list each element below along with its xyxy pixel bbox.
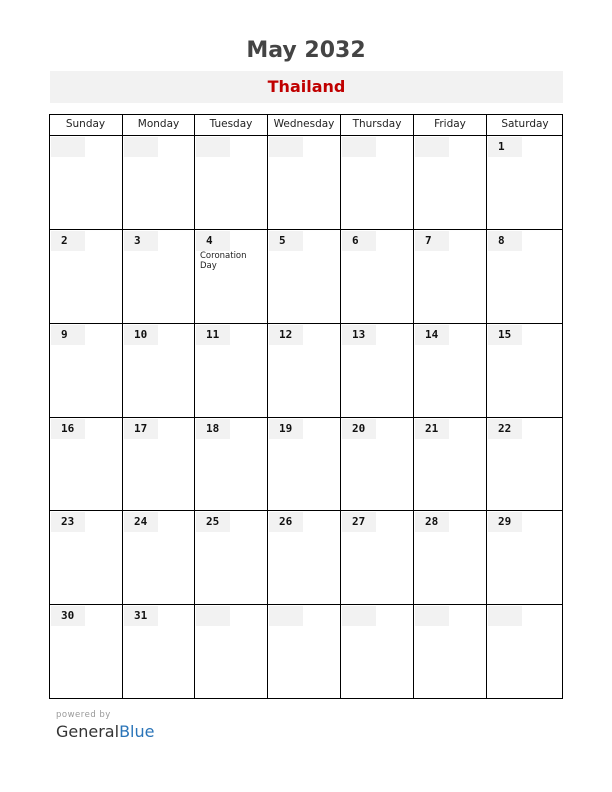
day-number: 8 xyxy=(488,231,522,251)
day-number: 29 xyxy=(488,512,522,532)
day-number: 4 xyxy=(196,231,230,251)
day-cell-14 xyxy=(413,323,486,417)
day-number: 17 xyxy=(124,419,158,439)
day-number: 7 xyxy=(415,231,449,251)
empty-day-cell xyxy=(122,135,194,229)
day-cell-30 xyxy=(49,604,122,699)
day-number: 28 xyxy=(415,512,449,532)
day-number: 6 xyxy=(342,231,376,251)
page-title: May 2032 xyxy=(246,38,366,63)
weekday-wednesday: Wednesday xyxy=(267,114,340,135)
holiday-label: Coronation Day xyxy=(200,251,247,271)
day-cell-23 xyxy=(49,510,122,604)
day-cell-18 xyxy=(194,417,267,510)
day-number: 16 xyxy=(51,419,85,439)
calendar-grid xyxy=(49,114,563,699)
weekday-sunday: Sunday xyxy=(65,118,106,130)
day-number: 12 xyxy=(269,325,303,345)
day-number: 13 xyxy=(342,325,376,345)
day-number: 3 xyxy=(124,231,158,251)
day-cell-21 xyxy=(413,417,486,510)
day-cell-3 xyxy=(122,229,194,323)
day-cell-16 xyxy=(49,417,122,510)
day-number: 25 xyxy=(196,512,230,532)
day-cell-17 xyxy=(122,417,194,510)
day-number xyxy=(342,606,376,626)
day-number: 27 xyxy=(342,512,376,532)
day-cell-26 xyxy=(267,510,340,604)
weekday-thursday: Thursday xyxy=(340,114,413,135)
day-number xyxy=(415,137,449,157)
brand-name-part2: Blue xyxy=(119,722,155,741)
day-number: 10 xyxy=(124,325,158,345)
day-number: 22 xyxy=(488,419,522,439)
empty-day-cell xyxy=(194,604,267,699)
day-number xyxy=(269,606,303,626)
day-number: 19 xyxy=(269,419,303,439)
empty-day-cell xyxy=(413,135,486,229)
day-cell-9 xyxy=(49,323,122,417)
brand-logo xyxy=(56,722,154,741)
empty-day-cell xyxy=(413,604,486,699)
day-number xyxy=(196,606,230,626)
day-cell-22 xyxy=(486,417,563,510)
day-number: 2 xyxy=(51,231,85,251)
empty-day-cell xyxy=(267,604,340,699)
day-cell-11 xyxy=(194,323,267,417)
empty-day-cell xyxy=(340,604,413,699)
day-number: 26 xyxy=(269,512,303,532)
day-number: 24 xyxy=(124,512,158,532)
day-number: 30 xyxy=(51,606,85,626)
day-cell-7 xyxy=(413,229,486,323)
day-number: 5 xyxy=(269,231,303,251)
day-cell-5 xyxy=(267,229,340,323)
day-number xyxy=(488,606,522,626)
weekday-friday: Friday xyxy=(413,114,486,135)
weekday-monday: Monday xyxy=(122,114,194,135)
day-number xyxy=(124,137,158,157)
day-number: 14 xyxy=(415,325,449,345)
empty-day-cell xyxy=(340,135,413,229)
day-number xyxy=(51,137,85,157)
day-cell-29 xyxy=(486,510,563,604)
footer-branding xyxy=(56,710,154,741)
day-number: 31 xyxy=(124,606,158,626)
day-number: 9 xyxy=(51,325,85,345)
day-cell-4 xyxy=(194,229,267,323)
day-number xyxy=(415,606,449,626)
day-cell-31 xyxy=(122,604,194,699)
day-cell-6 xyxy=(340,229,413,323)
day-cell-27 xyxy=(340,510,413,604)
day-number xyxy=(196,137,230,157)
empty-day-cell xyxy=(194,135,267,229)
day-cell-20 xyxy=(340,417,413,510)
day-number: 18 xyxy=(196,419,230,439)
day-number: 20 xyxy=(342,419,376,439)
day-cell-10 xyxy=(122,323,194,417)
day-cell-25 xyxy=(194,510,267,604)
weekday-tuesday: Tuesday xyxy=(194,114,267,135)
day-number xyxy=(269,137,303,157)
day-cell-8 xyxy=(486,229,563,323)
empty-day-cell xyxy=(486,604,563,699)
day-cell-15 xyxy=(486,323,563,417)
day-number: 15 xyxy=(488,325,522,345)
country-name: Thailand xyxy=(267,77,346,96)
day-number: 1 xyxy=(488,137,522,157)
day-cell-28 xyxy=(413,510,486,604)
day-cell-24 xyxy=(122,510,194,604)
day-cell-12 xyxy=(267,323,340,417)
powered-by-label: powered by xyxy=(56,710,111,720)
day-number: 21 xyxy=(415,419,449,439)
day-cell-19 xyxy=(267,417,340,510)
day-number: 23 xyxy=(51,512,85,532)
empty-day-cell xyxy=(49,135,122,229)
day-number: 11 xyxy=(196,325,230,345)
weekday-saturday: Saturday xyxy=(486,114,563,135)
country-banner xyxy=(50,71,563,103)
brand-name-part1: General xyxy=(56,722,120,741)
day-cell-13 xyxy=(340,323,413,417)
day-cell-1 xyxy=(486,135,563,229)
empty-day-cell xyxy=(267,135,340,229)
day-cell-2 xyxy=(49,229,122,323)
day-number xyxy=(342,137,376,157)
